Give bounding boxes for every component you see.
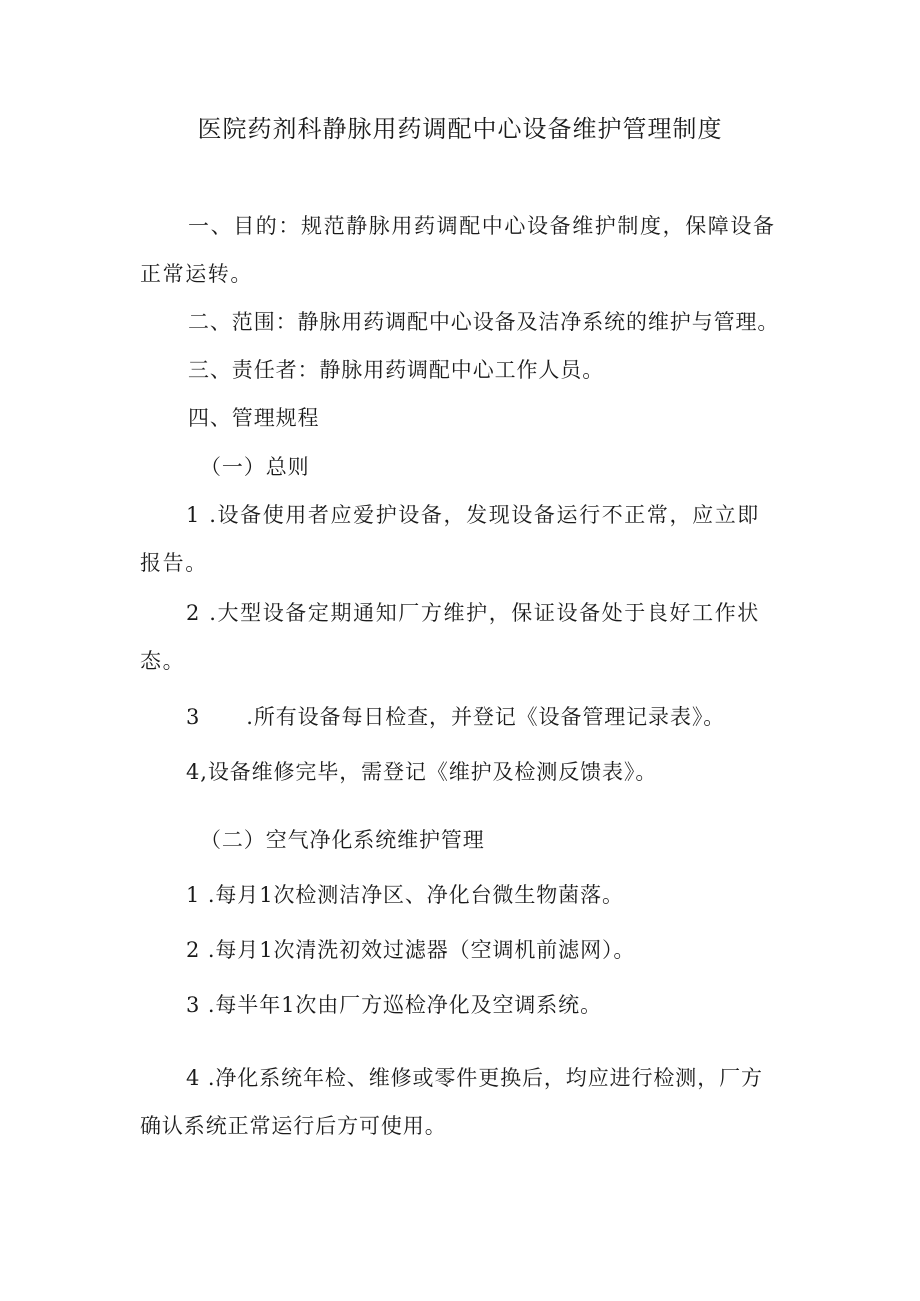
air-item-4-line-1: 4 .净化系统年检、维修或零件更换后，均应进行检测，厂方 (186, 1066, 763, 1090)
general-item-3-text: .所有设备每日检查，并登记《设备管理记录表》。 (246, 705, 726, 729)
air-item-3: 3 .每半年1次由厂方巡检净化及空调系统。 (186, 993, 602, 1017)
purpose-line-1: 一、目的：规范静脉用药调配中心设备维护制度，保障设备 (188, 214, 776, 238)
general-item-2-line-1: 2 .大型设备定期通知厂方维护，保证设备处于良好工作状 (186, 601, 760, 625)
purpose-line-2: 正常运转。 (140, 262, 253, 286)
general-item-1-line-1: 1 .设备使用者应爱护设备，发现设备运行不正常，应立即 (186, 503, 760, 527)
general-item-3-number: 3 (186, 705, 201, 729)
general-heading: （一）总则 (200, 455, 310, 479)
responsible-line: 三、责任者：静脉用药调配中心工作人员。 (188, 358, 605, 382)
scope-line: 二、范围：静脉用药调配中心设备及洁净系统的维护与管理。 (188, 310, 780, 334)
document-title: 医院药剂科静脉用药调配中心设备维护管理制度 (197, 115, 723, 143)
air-item-2: 2 .每月1次清洗初效过滤器（空调机前滤网）。 (186, 938, 636, 962)
general-item-1-line-2: 报告。 (140, 551, 208, 575)
air-purification-heading: （二）空气净化系统维护管理 (200, 828, 485, 852)
procedures-heading: 四、管理规程 (188, 406, 320, 430)
general-item-4: 4,设备维修完毕，需登记《维护及检测反馈表》。 (186, 760, 658, 784)
general-item-2-line-2: 态。 (140, 649, 186, 673)
general-item-3 (186, 702, 725, 732)
air-item-1: 1 .每月1次检测洁净区、净化台微生物菌落。 (186, 883, 624, 907)
air-item-4-line-2: 确认系统正常运行后方可使用。 (140, 1114, 447, 1138)
